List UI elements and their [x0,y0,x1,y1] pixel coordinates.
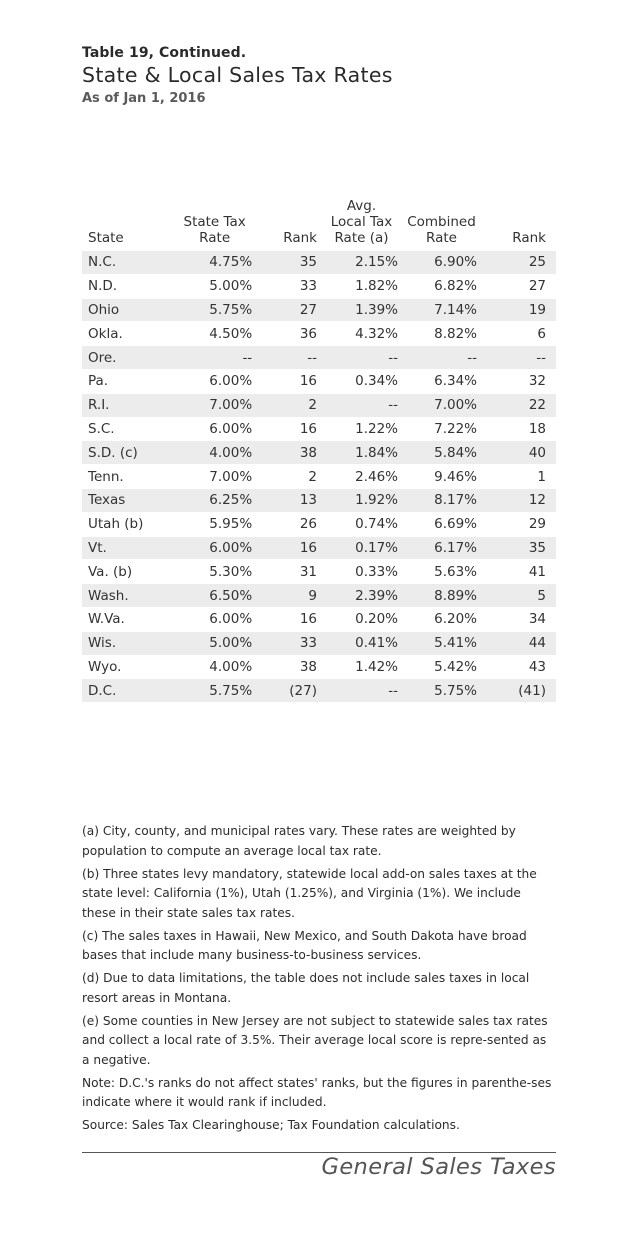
cell-state-rate: 6.25% [173,488,256,512]
cell-state-rate: 4.00% [209,658,253,675]
table-row [82,465,556,489]
cell-combined-rank: 43 [528,658,546,675]
cell-state: Va. (b) [88,563,133,580]
cell-state: S.C. [88,420,115,437]
cell-state-rate: 5.75% [173,679,256,702]
cell-state-rate: 6.00% [209,373,253,390]
cell-combined-rate: 6.82% [434,278,478,295]
cell-local-rate: 4.32% [355,325,399,342]
cell-local-rate: 1.22% [355,420,399,437]
cell-rank: 27 [256,298,321,322]
cell-state: Ore. [82,346,173,370]
cell-combined-rate: 5.75% [402,679,481,702]
cell-local-rate: -- [321,679,402,702]
cell-local-rate: 0.74% [355,516,399,533]
cell-combined-rate: 9.46% [434,468,478,485]
cell-combined-rank: 18 [528,420,546,437]
table-row [82,512,556,536]
table-row [82,655,556,679]
col-rank: Rank [283,230,317,246]
cell-rank: 38 [256,441,321,465]
cell-state: Vt. [82,536,173,560]
cell-local-rate: 0.20% [355,611,399,628]
cell-state-rate: -- [173,346,256,370]
table-row [82,417,556,441]
cell-state-rate: 4.00% [173,441,256,465]
table-row [82,369,556,393]
cell-rank: 33 [299,278,317,295]
cell-local-rate: 1.82% [355,278,399,295]
cell-combined-rank: 44 [481,631,556,655]
cell-local-rate: 2.46% [355,468,399,485]
col-state: State [88,230,124,246]
cell-state: Wis. [82,631,173,655]
cell-state: Okla. [88,325,123,342]
sales-tax-table [82,198,556,702]
cell-rank: 36 [299,325,317,342]
cell-combined-rank: 27 [528,278,546,295]
table-number: Table 19, Continued. [82,45,247,61]
cell-state-rate: 7.00% [173,393,256,417]
cell-combined-rank: 32 [528,373,546,390]
cell-local-rate: 2.39% [321,584,402,608]
cell-rank: 35 [256,251,321,275]
footnote: Source: Sales Tax Clearinghouse; Tax Foundation calculations. [82,1118,460,1132]
cell-combined-rank: 41 [528,563,546,580]
table-row [82,322,556,346]
cell-combined-rank: 34 [528,611,546,628]
cell-state-rate: 6.00% [209,420,253,437]
table-row [82,346,556,370]
cell-state: Tenn. [88,468,124,485]
cell-rank: (27) [256,679,321,702]
cell-state-rate: 6.00% [209,611,253,628]
table-row [82,488,556,512]
cell-combined-rate: 6.20% [434,611,478,628]
table-row [82,441,556,465]
table-row [82,679,556,702]
table-row [82,607,556,631]
cell-state: Texas [82,488,173,512]
col-combined-rate: Combined Rate [407,214,476,246]
cell-rank: 16 [299,373,317,390]
cell-state-rate: 6.00% [173,536,256,560]
cell-local-rate: -- [321,393,402,417]
page-subtitle: As of Jan 1, 2016 [82,91,206,106]
table-row [82,560,556,584]
cell-combined-rank: 29 [528,516,546,533]
cell-combined-rate: 6.90% [402,251,481,275]
cell-rank: -- [256,346,321,370]
cell-rank: 16 [256,536,321,560]
cell-state: Pa. [88,373,109,390]
cell-rank: 2 [256,393,321,417]
table-row [82,393,556,417]
cell-rank: 9 [256,584,321,608]
cell-rank: 38 [299,658,317,675]
cell-combined-rank: 12 [481,488,556,512]
cell-combined-rank: 22 [481,393,556,417]
cell-combined-rank: 19 [481,298,556,322]
cell-combined-rate: -- [402,346,481,370]
cell-combined-rank: 6 [537,325,546,342]
cell-combined-rate: 5.42% [434,658,478,675]
cell-state: Wash. [82,584,173,608]
cell-local-rate: 0.34% [355,373,399,390]
cell-state-rate: 5.75% [173,298,256,322]
cell-local-rate: 1.42% [355,658,399,675]
cell-combined-rate: 7.00% [402,393,481,417]
cell-combined-rate: 8.89% [402,584,481,608]
cell-local-rate: 2.15% [321,251,402,275]
cell-state: Wyo. [88,658,122,675]
cell-combined-rate: 8.17% [402,488,481,512]
cell-combined-rank: (41) [481,679,556,702]
cell-combined-rate: 7.22% [434,420,478,437]
cell-state-rate: 4.75% [173,251,256,275]
cell-combined-rate: 7.14% [402,298,481,322]
cell-local-rate: 0.41% [321,631,402,655]
cell-combined-rate: 8.82% [434,325,478,342]
cell-rank: 16 [299,420,317,437]
cell-state-rate: 5.95% [209,516,253,533]
cell-rank: 16 [299,611,317,628]
cell-combined-rank: 1 [537,468,546,485]
cell-combined-rate: 5.63% [434,563,478,580]
footnote: (d) Due to data limitations, the table does not include sales taxes in local resort areas in Montana. [82,971,530,1005]
footnote: (b) Three states levy mandatory, statewide local add-on sales taxes at the state level: California (1%), Utah (1.25%), and Virginia (1%). We include these in their state sales tax rates. [82,866,537,920]
cell-state: D.C. [82,679,173,702]
cell-state-rate: 7.00% [209,468,253,485]
cell-local-rate: -- [321,346,402,370]
cell-state-rate: 6.50% [173,584,256,608]
cell-state-rate: 4.50% [209,325,253,342]
cell-combined-rate: 5.84% [402,441,481,465]
cell-state-rate: 5.00% [173,631,256,655]
cell-state-rate: 5.30% [209,563,253,580]
footnote: (c) The sales taxes in Hawaii, New Mexico, and South Dakota have broad bases that include many business-to-business services. [82,928,527,962]
col-state-rate: State Tax Rate [183,214,246,246]
table-row [82,536,556,560]
cell-state: N.D. [88,278,118,295]
footnote: (e) Some counties in New Jersey are not subject to statewide sales tax rates and collect a local rate of 3.5%. Their average local score is repre-sented as a negative. [82,1013,548,1067]
cell-state: Utah (b) [88,516,144,533]
cell-local-rate: 0.33% [355,563,399,580]
table-row [82,298,556,322]
cell-rank: 31 [299,563,317,580]
cell-state-rate: 5.00% [209,278,253,295]
cell-local-rate: 1.39% [321,298,402,322]
cell-combined-rate: 5.41% [402,631,481,655]
cell-local-rate: 0.17% [321,536,402,560]
footer-divider [82,1152,556,1153]
cell-combined-rate: 6.69% [434,516,478,533]
table-body [82,251,556,703]
table-row [82,251,556,275]
footnote: (a) City, county, and municipal rates vary. These rates are weighted by population to compute an average local tax rate. [82,824,516,858]
col-local-rate: Avg. Local Tax Rate (a) [330,198,393,246]
cell-combined-rank: 25 [481,251,556,275]
cell-rank: 33 [256,631,321,655]
cell-rank: 13 [256,488,321,512]
cell-state: S.D. (c) [82,441,173,465]
cell-local-rate: 1.92% [321,488,402,512]
table-header [82,198,556,251]
col-combined-rank: Rank [512,230,546,246]
footnote: Note: D.C.'s ranks do not affect states' ranks, but the figures in parenthe-ses indicate where it would rank if included. [82,1075,552,1109]
cell-state: N.C. [82,251,173,275]
cell-combined-rank: 5 [481,584,556,608]
table-row [82,631,556,655]
cell-combined-rank: 40 [481,441,556,465]
section-footer: General Sales Taxes [321,1154,556,1180]
footnotes [82,822,556,1139]
page-header [82,45,556,106]
cell-combined-rank: 35 [481,536,556,560]
cell-rank: 2 [308,468,317,485]
header-row [82,198,556,251]
cell-state: R.I. [82,393,173,417]
cell-state: W.Va. [88,611,125,628]
page-title: State & Local Sales Tax Rates [82,63,393,87]
cell-state: Ohio [82,298,173,322]
table-row [82,274,556,298]
cell-rank: 26 [299,516,317,533]
cell-local-rate: 1.84% [321,441,402,465]
cell-combined-rank: -- [481,346,556,370]
cell-combined-rate: 6.34% [434,373,478,390]
table-row [82,584,556,608]
cell-combined-rate: 6.17% [402,536,481,560]
